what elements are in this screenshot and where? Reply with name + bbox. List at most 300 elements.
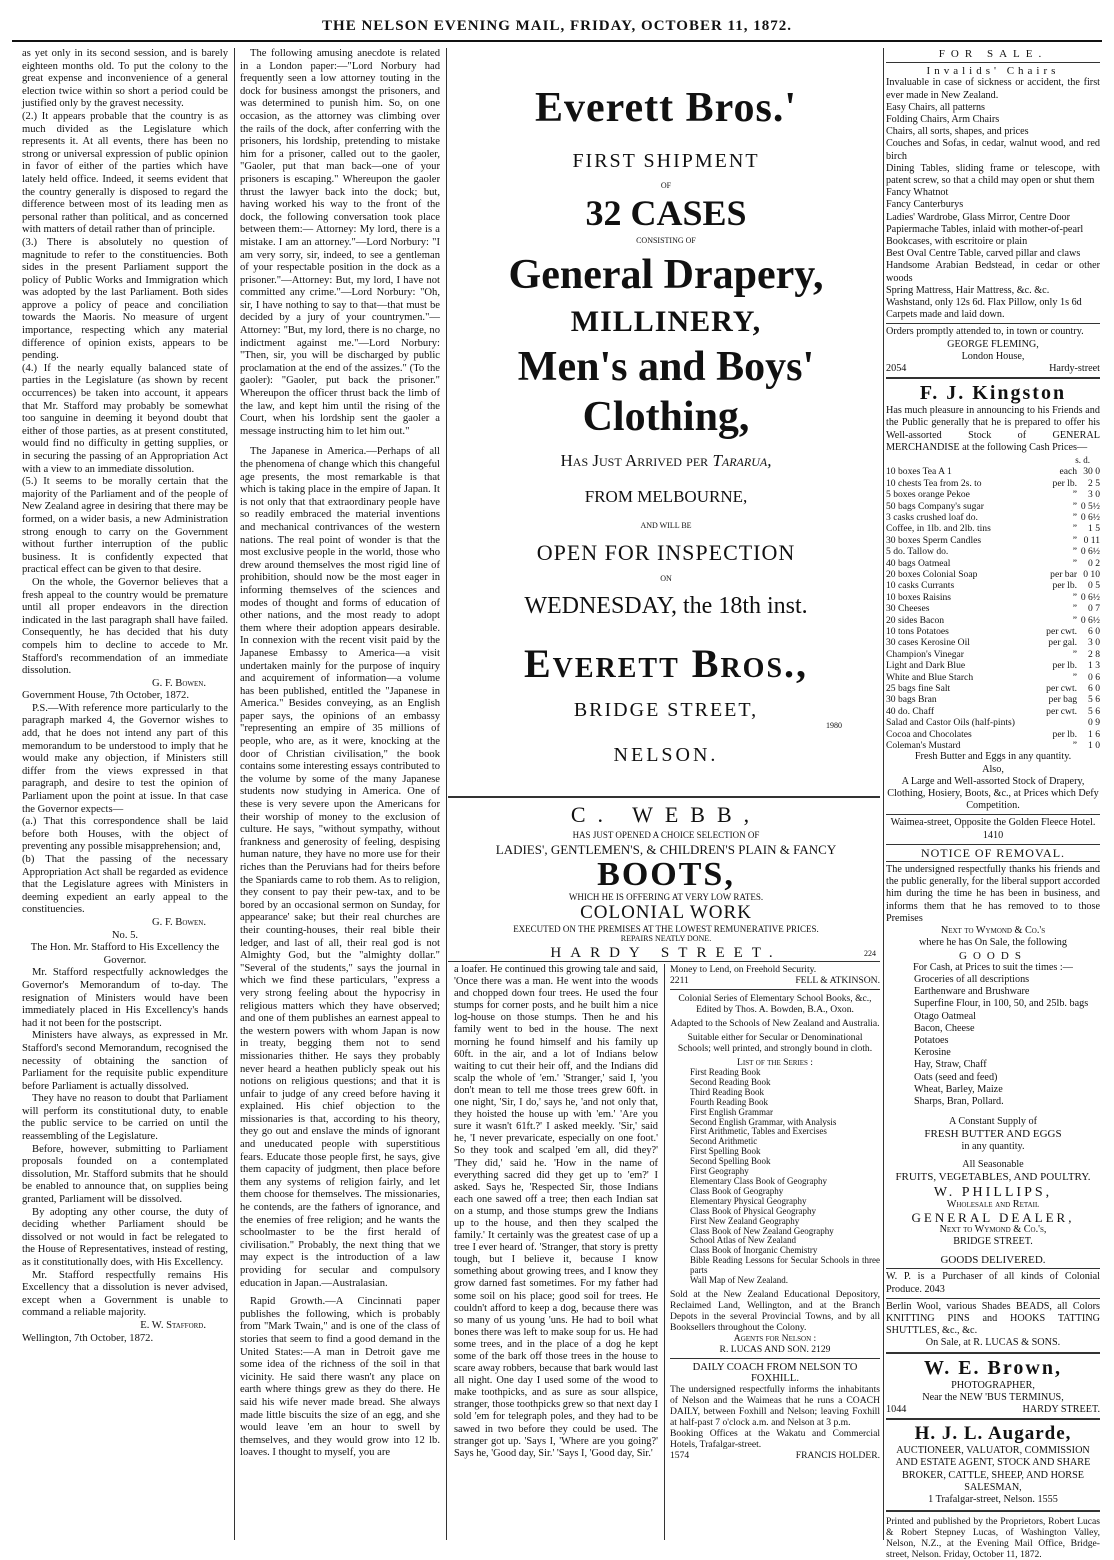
lower-advertisements xyxy=(670,964,880,1539)
advert-rule xyxy=(886,844,1100,845)
price-unit: per gal. xyxy=(1048,637,1078,649)
list-item: Ladies' Wardrobe, Glass Mirror, Centre Door xyxy=(886,211,1071,223)
price-row xyxy=(886,535,1100,546)
list-item: First Spelling Book xyxy=(690,1146,761,1157)
advert-number: 1044 xyxy=(886,1404,907,1415)
books-agents: Agents for Nelson : xyxy=(733,1332,817,1344)
list-item: Fancy Whatnot xyxy=(886,187,949,199)
list-item: Fourth Reading Book xyxy=(690,1096,768,1107)
advert-line: OF xyxy=(660,181,672,190)
paragraph: The Japanese in America.—Perhaps of all the phenomena of change which this changeful age presents, the most remarkable is that which is taking place in the empire of Japan. It is not only that that extraordinary people have so readily embraced the material inventions and mechanical contrivances of the western nations. The real point of wonder is that the most exclusive people in the world, those who drew around themselves the most rigid line of prohibition, should now be the most eager in informing themselves of the sciences and modes of thought and forms of education of other nations, and the most ready to adopt them where their adoption appears desirable. In connexion with the recent visit paid by the Japanese Embassy to America—a visit undertaken mainly for the purpose of inquiry and acquirement of information—a volume has been published, entitled the "Japanese in America." Besides conveying, as an English paper says, the opinions of an embassy "representing an empire of 35 millions of people, who are, as it were, knocking at the door of Christian civilisation," the book contains some interesting essays contributed to the volume by some of the many Japanese students now studying in America. One of these is very severe upon the Americans for their worship of money to the exclusion of culture. He says, "without sympathy, without frankness and generosity of feeling, despising human nature, they have no more use for their riches than the Peruvians had for theirs before the Spaniards came to rob them. As to religion, they consent to pay their pew-tax, and to be bored by an occasional sermon on Sunday, for appearance' sake; but their real churches are their counting-houses, their real bible their ledger, and last of all, their real god is not Almighty God, but the "almighty dollar." "Several of the students," says the journal in which we find these particulars, "express a very strong feeling about the hypocrisy in religious matters which they have observed; and one of them publishes an earnest appeal to the western powers with whom Japan is now in treaty, begging them not to send missionaries thither. He says they probably never heard a heathen publicly speak out his notions on religious questions; and that it is unfair to judge of any creed before having it explained. His chief objection to the missionaries is that, according to his theory, they go out and enslave the minds of ignorant and uneducated people with superstitious fears. Educate those people first, he says, give them capacity of judgment, then place before them any systems of religion fairly, and let them choose for themselves. The missionaries, he contends, are the fathers of ignorance, and the enemies of free religion; and he wants the schoolmaster to be the first herald of civilisation." Probably, the next thing that we may expect is the introduction of a law providing for secular and compulsory education in Japan.—Australasian. xyxy=(240,446,440,1289)
paragraph: P.S.—With reference more particularly to the paragraph marked 4, the Governor wishes to add, that he does not intend any part of this memorandum to be understood to imply that he would make any objection, if Ministers still differ from the views expressed in that paragraph, and desire to test the opinion of Parliament upon the point at issue. In that case the Governor expects— xyxy=(22,702,228,815)
price-row xyxy=(886,740,1100,751)
paragraph: a loafer. He continued this growing tale and said, 'Once there was a man. He went into the woods and chopped down four trees. He used the four stumps for corner posts, and he built him a nice log-house on those stumps. Then he and his family went to bed in the house. The next morning he found himself and his family up 60ft. in the air, and a lot of Indians below waiting to cut their heir off, and the Indians did scalp the whole of 'em.' 'Stranger,' said I, 'you don't mean to tell me those trees grew 60ft. in one night, 'Sir, I do,' says he, 'and not only that, they hoisted the house up with 'em.' 'Are you sure it wasn't 61ft.?' I asked meekly. 'Sir,' said he, 'I never prevaricate, especially on one foot.' So they took and scalped 'em all, did they?' 'They did,' said he. 'How in the name of everything sacred did they get up to 'em?' I asked. Says he, 'Respected Sir, those Indians each one sawed off a tree; then each Indian sat on a stump, and those stumps grew the Indians up to the house, and then they scalped the family.' It certainly was the greatest case of up a tree I ever heard of. 'Stranger, that story is pretty tough, but I believe it, because I know something about growing trees, and I know they grow darned fast sometimes. For my father had some soil on his place; good soil for trees. He couldn't afford to keep a dog, because there was so many of us young 'uns. He had to boil what bones there was left to make soup for us. He had some trees, and in the place of a dog he kept some of the bark off those trees in the house to scare away robbers, because that bark would last all night. One day I used some of the wood to make toothpicks, and as sure as sour allspice, stranger, those toothpicks grew so that next day I sold 'em for telegraph poles, and they had to be sawed in two before they could be used. The stranger got up. 'Says I, 'Where are you going?' Says he, 'Good day, Sir.' 'Says I, 'Good day, Sir.' xyxy=(454,964,658,1459)
list-item: Chairs, all sorts, shapes, and prices xyxy=(886,126,1029,138)
advert-line: AND WILL BE xyxy=(640,521,692,530)
masthead: THE NELSON EVENING MAIL, FRIDAY, OCTOBER 11, 1872. xyxy=(322,18,792,34)
list-item: Second Reading Book xyxy=(690,1076,771,1087)
price-unit: ” xyxy=(1072,500,1078,512)
advert-rule xyxy=(886,323,1100,324)
price-value: 2 5 xyxy=(1088,477,1100,489)
price-item: 30 Cheeses xyxy=(886,603,930,615)
advert-line: FROM MELBOURNE, xyxy=(584,487,748,506)
list-item: Bacon, Cheese xyxy=(914,1022,975,1034)
price-item: 10 tons Potatoes xyxy=(886,625,949,637)
dateline: Wellington, 7th October, 1872. xyxy=(22,1332,154,1344)
price-row xyxy=(886,626,1100,637)
price-unit: each xyxy=(1059,466,1078,478)
price-value: 6 0 xyxy=(1088,683,1100,695)
price-row xyxy=(886,523,1100,534)
list-item: Bible Reading Lessons for Secular Schools in three parts xyxy=(690,1255,880,1276)
advert-line xyxy=(452,451,880,471)
list-item: Superfine Flour, in 100, 50, and 25lb. bags xyxy=(914,998,1089,1010)
price-unit: ” xyxy=(1072,671,1078,683)
price-value: 0 6½ xyxy=(1080,546,1100,558)
paragraph: as yet only in its second session, and is barely eighteen months old. To put the colony to the great expense and inconvenience of a general election twice within so short a period could be justified only by the gravest necessity. xyxy=(22,48,228,110)
signature: G. F. Bowen. xyxy=(152,916,206,928)
kingston-name: F. J. Kingston xyxy=(919,382,1067,405)
story-continuation xyxy=(454,964,658,1539)
advert-rule xyxy=(886,377,1100,379)
price-unit: per lb. xyxy=(1052,728,1078,740)
price-item: Champion's Vinegar xyxy=(886,648,964,660)
price-row xyxy=(886,558,1100,569)
advert-arrived: Has Just Arrived per xyxy=(560,451,709,470)
advert-line: HAS JUST OPENED A CHOICE SELECTION OF xyxy=(572,830,760,840)
list-item: Folding Chairs, Arm Chairs xyxy=(886,114,1000,126)
butter-heading: FRESH BUTTER AND EGGS xyxy=(924,1128,1062,1141)
paragraph: (b) That the passing of the necessary Appropriation Act shall be regarded as evidence that the Legislature agrees with Ministers in deeming expedient an early appeal to the constituencies. xyxy=(22,854,228,916)
list-item: Second English Grammar, with Analysis xyxy=(690,1116,837,1127)
advert-number: 224 xyxy=(864,949,876,958)
advert-number: 1410 xyxy=(982,829,1004,841)
books-note: Suitable either for Secular or Denominational Schools; well printed, and strongly bound in cloth. xyxy=(677,1032,873,1054)
price-item: 5 do. Tallow do. xyxy=(886,546,949,558)
price-row xyxy=(886,615,1100,626)
paragraph: (2.) It appears probable that the country is as much divided as the Legislature which represents it. At all events, there has been no strong or universal expression of public opinion in favor of either of the parties which have lately held office. Indeed, it seems evident that the country generally is disposed to regard the difference between most of its leading men as personal rather than political, and as concerned with matters of detail rather than of principle. xyxy=(22,110,228,236)
price-unit: per bag xyxy=(1048,694,1078,706)
list-item: Sharps, Bran, Pollard. xyxy=(914,1095,1004,1107)
list-item: Second Spelling Book xyxy=(690,1156,771,1167)
price-item: 30 cases Kerosine Oil xyxy=(886,637,970,649)
price-unit: per lb. xyxy=(1052,660,1078,672)
augarde-name: H. J. L. Augarde, xyxy=(914,1423,1072,1445)
removal-text: The undersigned respectfully thanks his friends and the public generally, for the liberal support accorded him during the time he has been in business, and informs them that he has removed to to those Premises xyxy=(886,864,1100,924)
column-2 xyxy=(240,48,440,1538)
price-row xyxy=(886,466,1100,477)
list-item: Third Reading Book xyxy=(690,1086,764,1097)
list-item: Best Oval Centre Table, carved pillar and claws xyxy=(886,248,1081,260)
price-row xyxy=(886,478,1100,489)
list-item: Oats (seed and feed) xyxy=(914,1071,998,1083)
everett-advertisement xyxy=(452,48,880,788)
price-item: Coleman's Mustard xyxy=(886,740,961,752)
price-row xyxy=(886,512,1100,523)
price-value: 1 3 xyxy=(1088,660,1100,672)
supply-note: A Constant Supply of xyxy=(948,1116,1038,1128)
fleming-name: GEORGE FLEMING, xyxy=(947,338,1039,350)
advert-line: Men's and Boys' xyxy=(517,344,815,390)
price-row xyxy=(886,569,1100,580)
money-notice: Money to Lend, on Freehold Security. xyxy=(670,964,817,975)
purchaser-text: W. P. is a Purchaser of all kinds of Colonial Produce. xyxy=(886,1271,1100,1295)
column-divider xyxy=(664,964,665,1540)
list-item: Class Book of New Zealand Geography xyxy=(690,1225,834,1236)
price-unit: ” xyxy=(1072,511,1078,523)
brown-title: PHOTOGRAPHER, xyxy=(951,1379,1035,1391)
paragraph: (5.) It seems to be morally certain that the majority of the Parliament and of the people of New Zealand agree in desiring that there may be formed, on a wider basis, a new Administration strong enough to carry on the Government without further interruption of the public business. It is confidently expected that practical effect can be given to that desire. xyxy=(22,476,228,576)
brown-location: Near the NEW 'BUS TERMINUS, xyxy=(922,1391,1064,1403)
list-item: Papiermache Tables, inlaid with mother-of-pearl xyxy=(886,223,1084,235)
list-item: Potatoes xyxy=(914,1034,949,1046)
list-item: Earthenware and Brushware xyxy=(914,986,1030,998)
price-item: Coffee, in 1lb. and 2lb. tins xyxy=(886,523,991,535)
price-unit: per cwt. xyxy=(1046,683,1078,695)
price-row xyxy=(886,649,1100,660)
list-item: Elementary Physical Geography xyxy=(690,1195,807,1206)
list-item: Bookcases, with escritoire or plain xyxy=(886,236,1028,248)
list-item: Kerosine xyxy=(914,1047,951,1059)
advert-rule xyxy=(670,989,880,990)
advert-line: CONSISTING OF xyxy=(636,236,696,245)
price-item: 5 boxes orange Pekoe xyxy=(886,489,970,501)
price-heading: s. d. xyxy=(1075,455,1090,466)
price-row xyxy=(886,603,1100,614)
delivered-heading: GOODS DELIVERED. xyxy=(940,1254,1046,1267)
advert-line: EXECUTED ON THE PREMISES AT THE LOWEST REMUNERATIVE PRICES. xyxy=(513,924,819,934)
advert-rule xyxy=(886,814,1100,815)
removal-text: where he has On Sale, the following xyxy=(919,937,1067,949)
column-1 xyxy=(22,48,228,1538)
price-value: 1 5 xyxy=(1088,523,1100,535)
kingston-address xyxy=(886,817,1100,841)
price-value: 3 0 xyxy=(1088,489,1100,501)
advert-line: General Drapery, xyxy=(508,252,824,298)
augarde-address xyxy=(886,1494,1100,1506)
removal-location: Next to Wymond & Co.'s xyxy=(940,925,1046,937)
price-row xyxy=(886,717,1100,728)
brown-street: HARDY STREET. xyxy=(1022,1404,1100,1415)
paragraph: Rapid Growth.—A Cincinnati paper publishes the following, which is probably from "Mark Twain," and is one of the class of stories that seem to find a good demand in the United States:—A man in Detroit gave me some idea of the richness of the soil in that vicinity. He said there wasn't any place on earth where things grew as they do there. He said his wife never made bread. She always made little biscuits the size of an egg, and she would leave 'em an hour to swell by themselves, and they would grow into 12 lb. loaves. I thought to myself, you are xyxy=(240,1296,440,1459)
section-number: No. 5. xyxy=(111,929,139,941)
advert-line: BRIDGE STREET, xyxy=(573,699,759,721)
books-list xyxy=(670,1068,880,1286)
price-value: 5 6 xyxy=(1088,694,1100,706)
kingston-intro: Has much pleasure in announcing to his Friends and the Public generally that he is prepared to offer his Well-assorted Stock of GENERAL MERCHANDISE at the following Cash Prices— xyxy=(886,405,1100,453)
advert-signature: FELL & ATKINSON. xyxy=(795,975,880,986)
advert-line: FIRST SHIPMENT xyxy=(572,150,760,172)
list-item: Washstand, only 12s 6d. Flax Pillow, only 1s 6d xyxy=(886,297,1082,309)
money-footer xyxy=(670,975,880,986)
paragraph: Before, however, submitting to Parliament proposals founded on a contemplated dissolution, Mr. Stafford submits that he should be enabled to announce that, on supplies being granted, Parliament will be dissolved. xyxy=(22,1143,228,1206)
section-rule xyxy=(448,796,880,798)
list-item: Wall Map of New Zealand. xyxy=(690,1275,788,1286)
price-item: 30 bags Bran xyxy=(886,694,937,706)
price-unit: per lb. xyxy=(1052,477,1078,489)
price-value: 0 6 xyxy=(1088,671,1100,683)
price-value: 0 5½ xyxy=(1080,500,1100,512)
price-value: 0 7 xyxy=(1088,603,1100,615)
price-value: 0 6½ xyxy=(1080,511,1100,523)
price-item: Salad and Castor Oils (half-pints) xyxy=(886,717,1015,729)
price-value: 3 0 xyxy=(1088,637,1100,649)
price-item: 40 do. Chaff xyxy=(886,705,935,717)
stock-note: A Large and Well-assorted Stock of Drapery, Clothing, Hosiery, Boots, &c., at Prices which Defy Competition. xyxy=(887,775,1099,812)
list-item: First Reading Book xyxy=(690,1067,761,1077)
price-item: 10 casks Currants xyxy=(886,580,955,592)
advert-number: 1980 xyxy=(826,721,842,730)
advert-rule xyxy=(886,1418,1100,1420)
column-divider xyxy=(446,48,447,1540)
paragraph: They have no reason to doubt that Parliament will perform its constitutional duty, to enable the public service to be carried on until the reassembling of the Legislature. xyxy=(22,1093,228,1143)
price-unit: ” xyxy=(1072,648,1078,660)
advert-rule xyxy=(670,1358,880,1359)
price-unit: per bar xyxy=(1050,568,1078,580)
goods-list xyxy=(886,974,1100,1108)
list-item: Elementary Class Book of Geography xyxy=(690,1175,827,1186)
phillips-name: W. PHILLIPS, xyxy=(933,1185,1053,1201)
books-agent-name xyxy=(670,1344,880,1355)
price-value: 0 2 xyxy=(1088,557,1100,569)
dateline: Government House, 7th October, 1872. xyxy=(22,690,189,702)
advert-line: Everett Bros., xyxy=(523,641,809,686)
paragraph: Ministers have always, as expressed in Mr. Stafford's second Memorandum, recognised the necessity of obtaining the sanction of Parliament for the requisite public expenditure before Parliament is actually dissolved. xyxy=(22,1030,228,1092)
price-value: 1 0 xyxy=(1088,740,1100,752)
list-item: Groceries of all descriptions xyxy=(914,973,1030,985)
advert-line: 32 CASES xyxy=(585,193,747,233)
also-note: Also, xyxy=(982,763,1004,775)
advert-number: 2129 xyxy=(811,1343,831,1355)
price-row xyxy=(886,729,1100,740)
advert-number: 2043 xyxy=(924,1283,945,1295)
column-divider xyxy=(234,48,235,1540)
for-sale-heading: FOR SALE. xyxy=(938,48,1048,60)
price-row xyxy=(886,592,1100,603)
books-editor: Edited by Thos. A. Bowden, B.A., Oxon. xyxy=(696,1004,854,1015)
list-item: Fancy Canterburys xyxy=(886,199,964,211)
advert-line: BOOTS, xyxy=(597,856,735,893)
price-row xyxy=(886,694,1100,705)
list-item: First Arithmetic, Tables and Exercises xyxy=(690,1126,827,1137)
advert-line: COLONIAL WORK xyxy=(580,902,752,923)
phillips-location: Next to Wymond & Co.'s, xyxy=(939,1223,1047,1235)
price-row xyxy=(886,660,1100,671)
price-item: 10 boxes Raisins xyxy=(886,591,952,603)
advert-rule xyxy=(886,861,1100,862)
price-unit: ” xyxy=(1072,523,1078,535)
supply-note: All Seasonable xyxy=(962,1158,1024,1170)
brown-footer xyxy=(886,1404,1100,1416)
price-unit: ” xyxy=(1072,534,1078,546)
list-item: Carpets made and laid down. xyxy=(886,309,1005,321)
price-value: 0 6½ xyxy=(1080,614,1100,626)
books-title: Colonial Series of Elementary School Books, &c., xyxy=(678,993,872,1004)
books-sold: Sold at the New Zealand Educational Depository, Reclaimed Land, Wellington, and at the Branch Depots in the several Provincial Towns, and by all Booksellers throughout the Colony. xyxy=(670,1288,880,1333)
list-item: Dining Tables, sliding frame or telescope, with patent screw, so that a child may open or shut them xyxy=(886,162,1100,187)
removal-text: For Cash, at Prices to suit the times :— xyxy=(913,961,1073,973)
advert-rule xyxy=(886,1510,1100,1512)
books-note: Adapted to the Schools of New Zealand and Australia. xyxy=(670,1018,880,1029)
column-right xyxy=(886,48,1100,1560)
price-value: 0 10 xyxy=(1083,568,1100,580)
price-value: 2 8 xyxy=(1088,648,1100,660)
coach-footer xyxy=(670,1450,880,1461)
price-row xyxy=(886,580,1100,591)
coach-title: DAILY COACH FROM NELSON TO FOXHILL. xyxy=(692,1361,858,1384)
list-item: First Geography xyxy=(690,1166,749,1177)
price-item: 30 boxes Sperm Candles xyxy=(886,534,982,546)
advert-line: ON xyxy=(660,574,672,583)
advert-number: 1574 xyxy=(670,1449,690,1461)
price-unit: ” xyxy=(1072,740,1078,752)
augarde-street: 1 Trafalgar-street, Nelson. xyxy=(928,1494,1035,1506)
price-unit: per cwt. xyxy=(1046,705,1078,717)
paragraph: (4.) If the nearly equally balanced state of parties in the Legislature (as shown by recent occurrences) be taken into account, it appears that Mr. Stafford may probably be somewhat too sanguine in deeming it beyond doubt that either of those parties, as at present constituted, would find no difficulty in getting supplies, or in securing the passing of an Appropriation Act with a view to an immediate dissolution. xyxy=(22,362,228,475)
berlin-onsale: On Sale, at R. LUCAS & SONS. xyxy=(925,1337,1061,1349)
price-item: 3 casks crushed loaf do. xyxy=(886,511,978,523)
advert-rule xyxy=(886,1352,1100,1354)
advert-rule xyxy=(886,62,1100,63)
fleming-street: Hardy-street xyxy=(1049,363,1100,375)
price-unit: ” xyxy=(1072,546,1078,558)
price-unit: ” xyxy=(1072,603,1078,615)
sale-items xyxy=(886,102,1100,322)
phillips-purchaser xyxy=(886,1271,1100,1295)
list-item: School Atlas of New Zealand xyxy=(690,1235,796,1246)
advert-line: C. WEBB, xyxy=(570,802,762,827)
price-item: 40 bags Oatmeal xyxy=(886,557,951,569)
price-item: 10 boxes Tea A 1 xyxy=(886,466,952,478)
price-unit: ” xyxy=(1072,591,1078,603)
paragraph: (a.) That this correspondence shall be laid before both Houses, with the object of preventing any possible misapprehension; and, xyxy=(22,816,228,853)
price-item: 10 chests Tea from 2s. to xyxy=(886,477,982,489)
paragraph: (3.) There is absolutely no question of magnitude to refer to the constituencies. Both sides in the present Parliament support the policy of Public Works and Immigration which was adopted by the last Parliament. Both sides approve a policy of peace and conciliation towards the Maoris. No measure of urgent importance, respecting which any material difference of opinion exists, appears to be pending. xyxy=(22,236,228,362)
brown-name: W. E. Brown, xyxy=(924,1356,1062,1379)
advert-line: NELSON. xyxy=(613,744,719,766)
phillips-street: BRIDGE STREET. xyxy=(953,1235,1033,1247)
paragraph: Mr. Stafford respectfully remains His Excellency that a dissolution is never advised, except when a Government is unable to command a reliable majority. xyxy=(22,1269,228,1319)
price-item: Light and Dark Blue xyxy=(886,660,966,672)
list-item: Otago Oatmeal xyxy=(914,1010,976,1022)
price-item: 20 boxes Colonial Soap xyxy=(886,568,978,580)
price-value: 6 0 xyxy=(1088,625,1100,637)
advert-line: Clothing, xyxy=(582,394,750,440)
price-item: 20 sides Bacon xyxy=(886,614,945,626)
advert-line: HARDY STREET. xyxy=(550,945,782,961)
price-row xyxy=(886,672,1100,683)
list-item: Hay, Straw, Chaff xyxy=(914,1059,987,1071)
advert-line: LADIES', GENTLEMEN'S, & CHILDREN'S PLAIN & FANCY xyxy=(495,842,837,857)
fresh-note: Fresh Butter and Eggs in any quantity. xyxy=(914,751,1072,763)
price-item: Cocoa and Chocolates xyxy=(886,728,972,740)
goods-heading: GOODS xyxy=(959,949,1027,962)
orders-note: Orders promptly attended to, in town or country. xyxy=(886,326,1084,338)
invalids-text: Invaluable in case of sickness or accident, the first ever made in New Zealand. xyxy=(886,77,1100,101)
section-rule xyxy=(448,961,880,962)
advert-title: Everett Bros.' xyxy=(534,85,798,131)
price-row xyxy=(886,489,1100,500)
advert-line: OPEN FOR INSPECTION xyxy=(536,540,796,565)
webb-advertisement xyxy=(452,800,880,960)
advert-line: REPAIRS NEATLY DONE. xyxy=(620,934,712,943)
price-unit: ” xyxy=(1072,614,1078,626)
advert-line: WEDNESDAY, the 18th inst. xyxy=(524,593,808,619)
advert-ship: Tararua, xyxy=(712,451,772,470)
imprint: Printed and published by the Proprietors, Robert Lucas & Robert Stepney Lucas, of Washington Valley, Nelson, N.Z., at the Evening Mail Office, Bridge-street, Nelson. Friday, October 11, 1872. xyxy=(886,1516,1100,1560)
fruits-heading: FRUITS, VEGETABLES, AND POULTRY. xyxy=(895,1170,1091,1183)
paragraph: Mr. Stafford respectfully acknowledges the Governor's Memorandum of to-day. The resignation of Ministers would have been immediately placed in His Excellency's hands had it not been for the postscript. xyxy=(22,967,228,1029)
phillips-subtitle: Wholesale and Retail xyxy=(946,1199,1040,1211)
list-item: Second Arithmetic xyxy=(690,1136,758,1147)
price-unit xyxy=(1040,717,1077,728)
invalids-heading: Invalids' Chairs xyxy=(926,65,1060,78)
price-row xyxy=(886,546,1100,557)
advert-rule xyxy=(886,1298,1100,1299)
paragraph: By adopting any other course, the duty of deciding whether Parliament should be dissolved or not would in fact be relegated to the House of Representatives, instead of resting, as it constitutionally does, with His Excellency. xyxy=(22,1206,228,1268)
supply-note: in any quantity. xyxy=(961,1140,1025,1152)
phillips-dealer: GENERAL DEALER, xyxy=(911,1209,1075,1225)
price-value: 30 0 xyxy=(1083,466,1100,478)
advert-rule xyxy=(886,1268,1100,1269)
price-item: 50 bags Company's sugar xyxy=(886,500,984,512)
advert-line: WHICH HE IS OFFERING AT VERY LOW RATES. xyxy=(568,892,764,902)
list-item: Class Book of Physical Geography xyxy=(690,1205,816,1216)
section-subtitle: The Hon. Mr. Stafford to His Excellency the Governor. xyxy=(30,942,220,966)
masthead-rule xyxy=(12,40,1102,42)
list-item: Class Book of Geography xyxy=(690,1185,784,1196)
column-divider xyxy=(883,48,884,1540)
list-item: First English Grammar xyxy=(690,1106,773,1117)
price-value: 1 6 xyxy=(1088,728,1100,740)
kingston-street: Waimea-street, Opposite the Golden Fleece Hotel. xyxy=(890,817,1096,829)
list-item: Handsome Arabian Bedstead, in cedar or other woods xyxy=(886,260,1100,284)
advert-number: 2054 xyxy=(886,363,907,375)
price-value: 0 5 xyxy=(1088,580,1100,592)
agent-name: R. LUCAS AND SON. xyxy=(719,1343,809,1355)
price-row xyxy=(886,706,1100,717)
advert-line: MILLINERY, xyxy=(570,305,762,338)
signature: G. F. Bowen. xyxy=(152,677,206,689)
paragraph: On the whole, the Governor believes that a fresh appeal to the country would be premature until all proper endeavors in the direction indicated in the last paragraph shall have failed. Consequently, he has decided that his duty compels him to decline to accede to Mr. Stafford's recommendation of an immediate dissolution. xyxy=(22,576,228,677)
paragraph: The following amusing anecdote is related in a London paper:—"Lord Norbury had frequently seen a low attorney touting in the dock for business amongst the prisoners, and was determined to punish him. So, on one occasion, as the attorney was climbing over the rails of the dock, after conferring with the prisoners, his lordship, pretending to mistake him for a prisoner, called out to the gaoler, "Gaoler, put that man back—one of your prisoners is escaping." Whereupon the gaoler thrust the lawyer back into the dock; but, having worked his way to the front of the dock, the following conversation took place between them:— Attorney: My lord, there is a mistake. I am an attorney."—Lord Norbury: "I am very sorry, sir, indeed, to see a gentleman of your respectable position in the dock as a prisoner."—Attorney: But, my lord, I have not committed any crime."—Lord Norbury: "Oh, sir, I have nothing to say to that—that must be decided by a jury of your countrymen."—Attorney: "But, my lord, there is no charge, no indictment against me."—Lord Norbury: "Then, sir, you will be discharged by public proclamation at the end of the assizes." (To the gaoler): "Gaoler, put back the prisoner." Whereupon the officer thrust back the limb of the law, and kept him until the rising of the Court, when his lordship sent the gaoler a message instructing him to let him out." xyxy=(240,48,440,437)
price-row xyxy=(886,501,1100,512)
price-unit: ” xyxy=(1072,489,1078,501)
price-table xyxy=(886,466,1100,751)
augarde-titles: AUCTIONEER, VALUATOR, COMMISSION AND ESTATE AGENT, STOCK AND SHARE BROKER, CATTLE, SHEEP, AND HORSE SALESMAN, xyxy=(895,1445,1091,1493)
price-value: 0 11 xyxy=(1083,534,1100,546)
advert-number: 2211 xyxy=(670,975,689,986)
list-item: Couches and Sofas, in cedar, walnut wood, and red birch xyxy=(886,138,1100,162)
price-unit: per lb. xyxy=(1052,580,1078,592)
price-row xyxy=(886,637,1100,648)
advert-signature: FRANCIS HOLDER. xyxy=(795,1449,880,1461)
list-item: Wheat, Barley, Maize xyxy=(914,1083,1003,1095)
price-value: 0 6½ xyxy=(1080,591,1100,603)
list-item: Easy Chairs, all patterns xyxy=(886,101,986,113)
removal-heading: NOTICE OF REMOVAL. xyxy=(920,845,1066,860)
berlin-wool: Berlin Wool, various Shades BEADS, all Colors KNITTING PINS and HOOKS TATTING SHUTTLES, &c., &c. xyxy=(886,1300,1100,1337)
list-item: Class Book of Inorganic Chemistry xyxy=(690,1245,818,1256)
price-row xyxy=(886,683,1100,694)
price-unit: per cwt. xyxy=(1046,625,1078,637)
price-value: 5 6 xyxy=(1088,705,1100,717)
coach-text: The undersigned respectfully informs the inhabitants of Nelson and the Waimeas that he runs a COACH DAILY, between Foxhill and Nelson; leaving Foxhill at half-past 7 o'clock a.m. and Nelson at 3 p.m. xyxy=(670,1383,880,1428)
books-list-heading: List of the Series : xyxy=(737,1057,813,1068)
advert-number: 1555 xyxy=(1037,1494,1058,1506)
list-item: Spring Mattress, Hair Mattress, &c. &c. xyxy=(886,284,1050,296)
list-item: First New Zealand Geography xyxy=(690,1215,800,1226)
